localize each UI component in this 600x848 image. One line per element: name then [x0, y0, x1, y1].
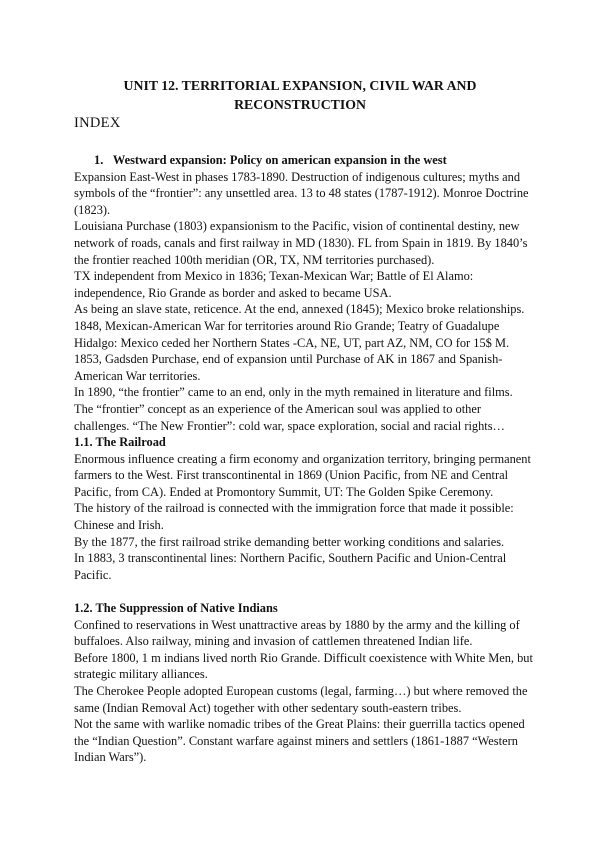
- paragraph: 1853, Gadsden Purchase, end of expansion until Purchase of AK in 1867 and Spanish-American War territories.: [74, 352, 503, 383]
- paragraph: Before 1800, 1 m indians lived north Rio Grande. Difficult coexistence with White Men, but strategic military alliances.: [74, 650, 533, 682]
- title-line-2: RECONSTRUCTION: [234, 97, 366, 112]
- document-body: [74, 152, 536, 766]
- paragraph: In 1883, 3 transcontinental lines: Northern Pacific, Southern Pacific and Union-Central Pacific.: [74, 551, 507, 582]
- paragraph: As being an slave state, reticence. At the end, annexed (1845); Mexico broke relationships.: [74, 302, 525, 317]
- paragraph: The history of the railroad is connected with the immigration force that made it possible: Chinese and Irish.: [74, 501, 514, 533]
- paragraph: Not the same with warlike nomadic tribes of the Great Plains: their guerrilla tactics opened the “Indian Question”. Constant warfare against miners and settlers (1861-1887 “Western Indian Wars”).: [74, 717, 525, 765]
- paragraph: Expansion East-West in phases 1783-1890. Destruction of indigenous cultures; myths and symbols of the “frontier”: any unsettled area. 13 to 48 states (1787-1912). Monroe Doctrine (1823).: [74, 169, 529, 217]
- paragraph: Louisiana Purchase (1803) expansionism to the Pacific, vision of continental destiny, new network of roads, canals and first railway in MD (1830). FL from Spain in 1819. By 1840’s the frontier reached 100th meridian (OR, TX, NM territories purchased).: [74, 219, 528, 267]
- paragraph: Confined to reservations in West unattractive areas by 1880 by the army and the killing of buffaloes. Also railway, mining and invasion of cattlemen threatened Indian life.: [74, 617, 520, 649]
- title-line-1: UNIT 12. TERRITORIAL EXPANSION, CIVIL WAR AND: [123, 78, 477, 93]
- document-title: [90, 76, 510, 114]
- section-1-1-heading: 1.1. The Railroad: [74, 435, 166, 450]
- paragraph: The Cherokee People adopted European customs (legal, farming…) but where removed the same (Indian Removal Act) together with other sedentary south-eastern tribes.: [74, 684, 528, 715]
- paragraph: Enormous influence creating a firm economy and organization territory, bringing permanent farmers to the West. First transcontinental in 1869 (Union Pacific, from NE and Central Pacific, from CA). Ended at Promontory Summit, UT: The Golden Spike Ceremony.: [74, 451, 531, 499]
- paragraph: In 1890, “the frontier” came to an end, only in the myth remained in literature and films.: [74, 385, 513, 400]
- paragraph: By the 1877, the first railroad strike demanding better working conditions and salaries.: [74, 534, 505, 549]
- section-title: Westward expansion: Policy on american expansion in the west: [112, 153, 447, 167]
- paragraph: TX independent from Mexico in 1836; Texan-Mexican War; Battle of El Alamo: independence, Rio Grande as border and asked to became USA.: [74, 269, 474, 300]
- section-1-heading: [74, 152, 536, 169]
- paragraph: 1848, Mexican-American War for territories around Rio Grande; Teatry of Guadalupe Hidalgo: Mexico ceded her Northern States -CA, NE, UT, part AZ, NM, CO for 15$ M.: [74, 318, 510, 350]
- section-1-2-heading: 1.2. The Suppression of Native Indians: [74, 601, 278, 616]
- index-label: INDEX: [74, 115, 121, 131]
- section-number: 1.: [94, 153, 104, 167]
- blank-line: [74, 583, 536, 600]
- paragraph: The “frontier” concept as an experience of the American soul was applied to other challenges. “The New Frontier”: cold war, space exploration, social and racial rights…: [74, 401, 505, 433]
